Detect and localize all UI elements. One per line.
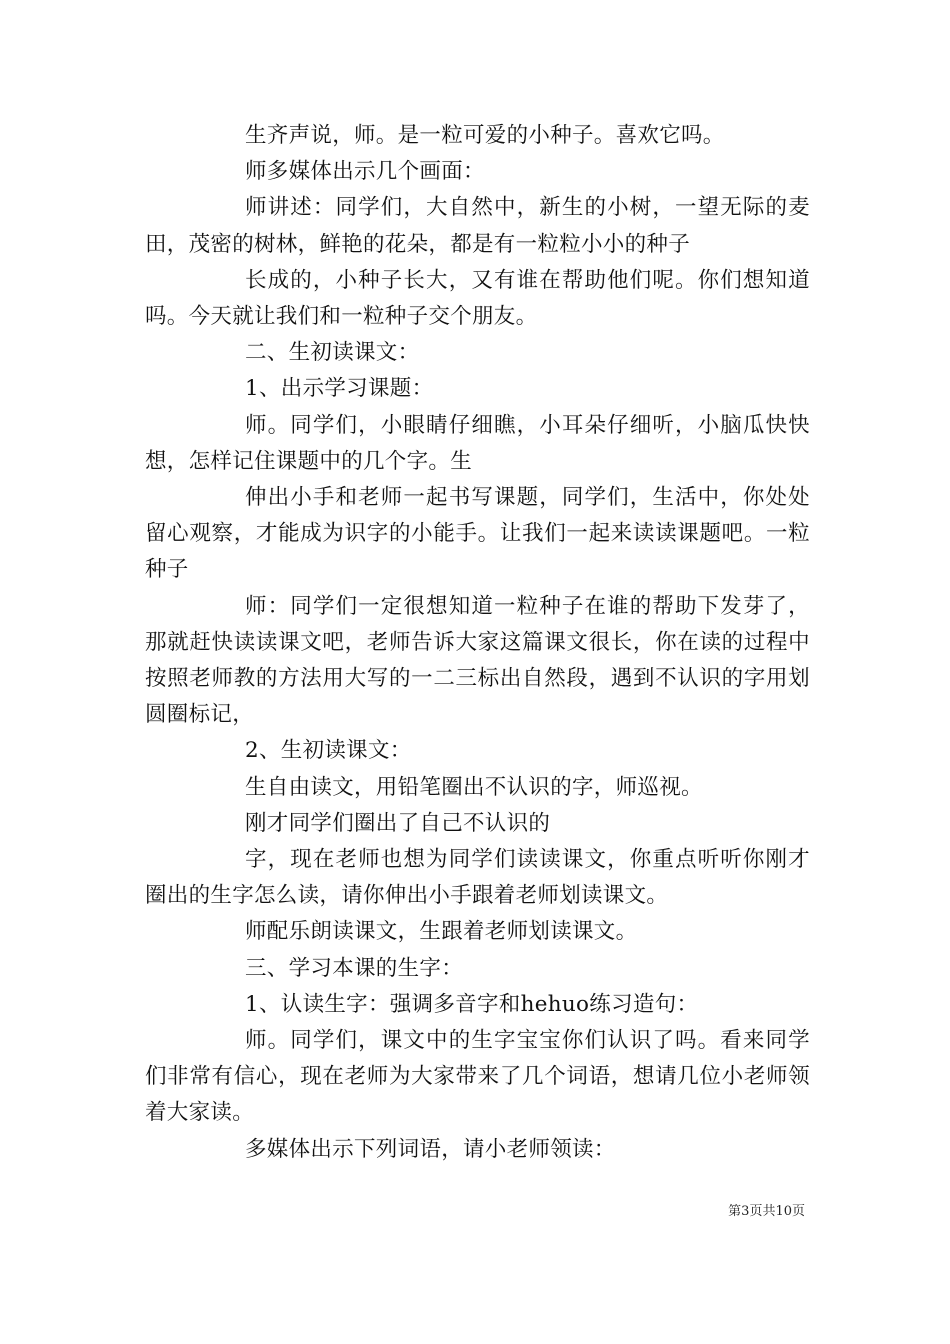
paragraph: 师多媒体出示几个画面： <box>245 159 485 185</box>
paragraph: 师。同学们，课文中的生字宝宝你们认识了吗。看来同学们非常有信心，现在老师为大家带来了几个词语，想请几位小老师领着大家读。 <box>145 1028 810 1126</box>
paragraph: 字，现在老师也想为同学们读读课文，你重点听听你刚才圈出的生字怎么读，请你伸出小手跟着老师划读课文。 <box>145 847 810 909</box>
subsection-heading: 1、认读生字：强调多音字和hehuo练习造句： <box>245 991 699 1017</box>
section-heading: 二、生初读课文： <box>245 340 420 366</box>
paragraph: 刚才同学们圈出了自己不认识的 <box>245 810 551 836</box>
paragraph: 师：同学们一定很想知道一粒种子在谁的帮助下发芽了，那就赶快读读课文吧，老师告诉大家这篇课文很长，你在读的过程中按照老师教的方法用大写的一二三标出自然段，遇到不认识的字用划圆圈标记， <box>145 593 810 728</box>
page-number-footer: 第3页共10页 <box>728 1204 805 1219</box>
subsection-heading: 1、出示学习课题： <box>245 376 434 402</box>
paragraph: 生自由读文，用铅笔圈出不认识的字，师巡视。 <box>245 774 703 800</box>
paragraph: 师。同学们，小眼睛仔细瞧，小耳朵仔细听，小脑瓜快快想，怎样记住课题中的几个字。生 <box>145 412 810 474</box>
paragraph: 长成的，小种子长大，又有谁在帮助他们呢。你们想知道吗。今天就让我们和一粒种子交个朋友。 <box>145 267 810 330</box>
paragraph: 师讲述：同学们，大自然中，新生的小树，一望无际的麦田，茂密的树林，鲜艳的花朵，都是有一粒粒小小的种子 <box>145 195 810 257</box>
body-text <box>145 118 810 1168</box>
paragraph: 师配乐朗读课文，生跟着老师划读课文。 <box>245 919 638 945</box>
paragraph: 伸出小手和老师一起书写课题，同学们，生活中，你处处留心观察，才能成为识字的小能手。让我们一起来读读课题吧。一粒种子 <box>145 485 810 583</box>
subsection-heading: 2、生初读课文： <box>245 738 412 764</box>
paragraph: 生齐声说，师。是一粒可爱的小种子。喜欢它吗。 <box>245 123 725 148</box>
section-heading: 三、学习本课的生字： <box>245 955 464 981</box>
paragraph: 多媒体出示下列词语，请小老师领读： <box>245 1136 616 1162</box>
